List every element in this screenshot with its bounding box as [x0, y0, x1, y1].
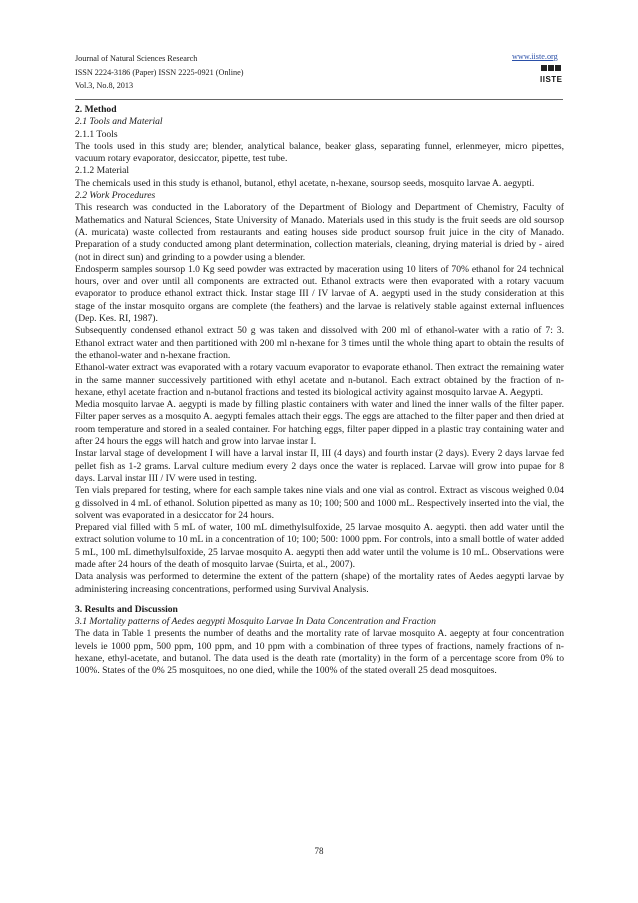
- logo-text: IISTE: [540, 75, 563, 84]
- article-body: [75, 104, 564, 678]
- section-heading: 3. Results and Discussion: [75, 603, 178, 615]
- journal-url-link[interactable]: www.iiste.org: [512, 52, 558, 61]
- body-paragraph: The tools used in this study are; blender, analytical balance, beaker glass, separating funnel, erlenmeyer, micro pipettes, vacuum rotary evaporator, desiccator, pipette, test tube.: [75, 140, 564, 165]
- subsection-heading: 2.1 Tools and Material: [75, 116, 163, 128]
- header-text: [75, 52, 244, 93]
- body-paragraph: Ten vials prepared for testing, where for each sample takes nine vials and one vial as control. Extract as viscous weighed 0.04 g dissolved in 4 mL of ethanol. Solution pipetted as many as 10; 100; 500 and 1000 mL. Respectively inserted into the vial, the solvent was evaporated in a desiccator for 24 hours.: [75, 485, 564, 521]
- body-paragraph: Media mosquito larvae A. aegypti is made by filling plastic containers with water and lined the inner walls of the filter paper. Filter paper serves as a mosquito A. aegypti females attach their eggs. The eggs are attached to the filter paper and then dried at room temperature and stored in a sealed container. For hatching eggs, filter paper dipped in a plastic tray containing water and after 24 hours the eggs will hatch and grow into larvae instar I.: [75, 399, 564, 448]
- issn-line: ISSN 2224-3186 (Paper) ISSN 2225-0921 (Online): [75, 67, 244, 77]
- journal-name: Journal of Natural Sciences Research: [75, 54, 198, 63]
- section-spacer: [75, 596, 564, 604]
- body-paragraph: Prepared vial filled with 5 mL of water, 100 mL dimethylsulfoxide, 25 larvae mosquito A. aegypti. then add water until the extract solution volume to 10 mL in a concentration of 10; 100; 500: 1000 ppm. For controls, into a small bottle of water added 5 mL, 100 mL dimethylsulfoxide, 25 larvae mosquito A. aegypti then add water until the volume is 10 mL. Observations were made after 24 hours of the death of mosquito larvae (Suirta, et al., 2007).: [75, 522, 564, 570]
- section-heading: 2. Method: [75, 104, 117, 115]
- body-paragraph: The chemicals used in this study is ethanol, butanol, ethyl acetate, n-hexane, soursop seeds, mosquito larvae A. aegypti.: [75, 177, 535, 189]
- volume-line: Vol.3, No.8, 2013: [75, 81, 134, 90]
- subsection-heading: 2.2 Work Procedures: [75, 190, 156, 202]
- body-paragraph: The data in Table 1 presents the number of deaths and the mortality rate of larvae mosquito A. aegepty at four concentration levels ie 1000 ppm, 500 ppm, 100 ppm, and 10 ppm with a combination of three types of fractions, namely fractions of n-hexane, ethyl-acetate, and butanol. The data used is the death rate (mortality) in the form of a percentage score from 0% to 100%. States of the 0% 25 mosquitoes, no one died, while the 100% of the stated overall 25 dead mosquitoes.: [75, 628, 564, 677]
- body-paragraph: Data analysis was performed to determine the extent of the pattern (shape) of the mortality rates of Aedes aegypti larvae by administering increasing concentrations, performed using Survival Analysis.: [75, 571, 564, 595]
- subsection-heading: 3.1 Mortality patterns of Aedes aegypti Mosquito Larvae In Data Concentration and Fraction: [75, 616, 436, 628]
- page-number: 78: [314, 846, 324, 856]
- body-paragraph: Subsequently condensed ethanol extract 50 g was taken and dissolved with 200 ml of ethanol-water with a ratio of 7: 3. Ethanol extract water and then partitioned with 200 ml n-hexane for 3 times until the whole thing apart to obtain the results of the ethanol-water and n-hexane fraction.: [75, 325, 564, 361]
- body-paragraph: This research was conducted in the Laboratory of the Department of Biology and Department of Chemistry, Faculty of Mathematics and Natural Sciences, State University of Manado. Materials used in this study is the fruit seeds are old soursop (A. muricata) waste collected from restaurants and eating houses side product soursop fruit juice in the city of Manado. Preparation of a study conducted among plant determination, collection materials, cleaning, drying material is dried by - aired (not in direct sun) and grinding to a powder using a blender.: [75, 202, 564, 263]
- iiste-logo: [539, 63, 563, 85]
- body-paragraph: Ethanol-water extract was evaporated with a rotary vacuum evaporator to evaporate ethanol. Then extract the remaining water in the same manner successively partitioned with ethyl acetate and n-butanol. Each extract obtained by the fraction of n-hexane, ethyl acetate fraction and n-butanol fractions and tested its biological activity against mosquito larvae A. Aegypti.: [75, 362, 564, 398]
- body-paragraph: 2.1.1 Tools: [75, 128, 118, 140]
- body-paragraph: Endosperm samples soursop 1.0 Kg seed powder was extracted by maceration using 10 liters of 70% ethanol for 24 technical hours, over and over until all components are extracted out. Ethanol extracts were then evaporated with a rotary vacuum evaporator to produce ethanol extract thick. Instar stage III / IV larvae of A. aegypti used in the study consideration at this stage of the instar mosquito organs are complete (the feathers) and the larvae is relatively stable against external influences (Dep. Kes. RI, 1987).: [75, 263, 564, 325]
- body-paragraph: Instar larval stage of development I will have a larval instar II, III (4 days) and fourth instar (2 days). Every 2 days larvae fed pellet fish as 1-2 grams. Larval culture medium every 2 days once the water is replaced. Larvae will grow into pupae for 8 days. Larval instar III / IV were used in testing.: [75, 448, 564, 484]
- header-divider: [75, 99, 563, 100]
- body-paragraph: 2.1.2 Material: [75, 165, 130, 177]
